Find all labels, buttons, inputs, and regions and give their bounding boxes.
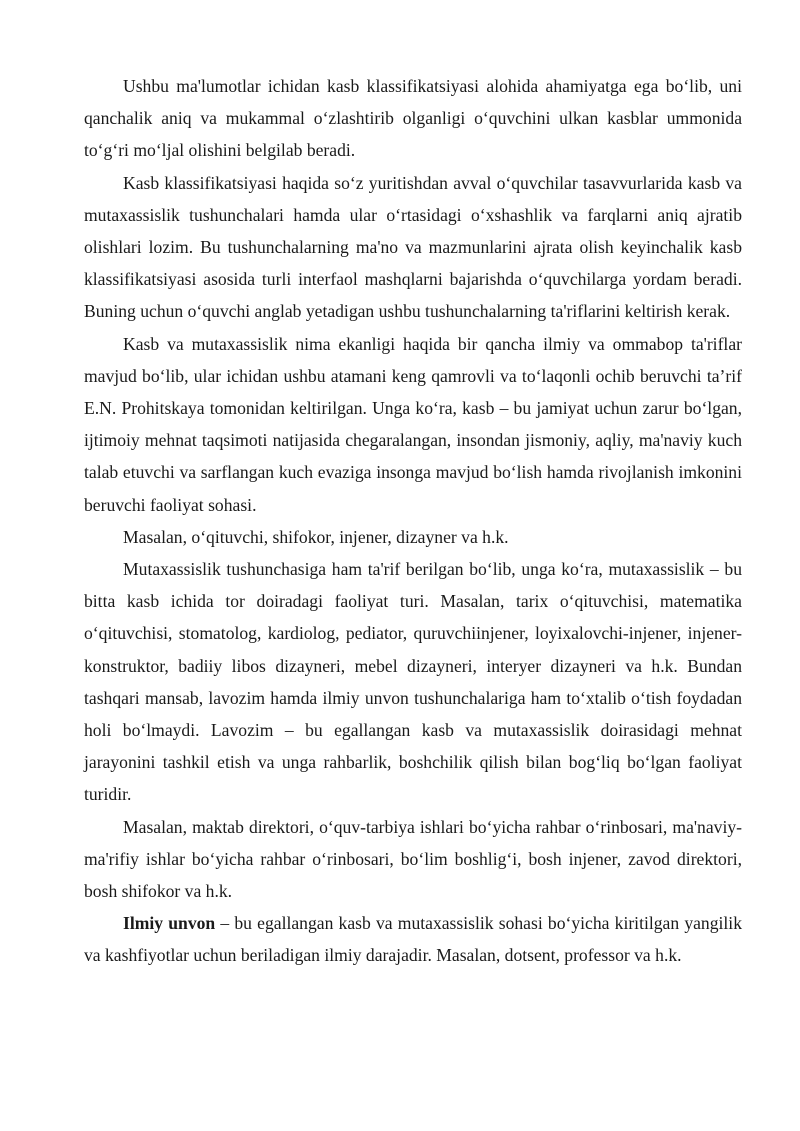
paragraph-kasb-misollari: Masalan, o‘qituvchi, shifokor, injener, dizayner va h.k. [123,526,509,547]
document-page [84,70,742,972]
paragraph-mutaxassislik-tarifi: Mutaxassislik tushunchasiga ham ta'rif berilgan bo‘lib, unga ko‘ra, mutaxassislik – bu bitta kasb ichida tor doiradagi faoliyat turi. Masalan, tarix o‘qituvchisi, matematika o‘qituvchisi, stomatolog, kardiolog, pediator, quruvchiinjener, loyixalovchi-injener, injener-konstruktor, badiiy libos dizayneri, mebel dizayneri, interyer dizayneri va h.k. Bundan tashqari mansab, lavozim hamda ilmiy unvon tushunchalariga ham to‘xtalib o‘tish foydadan holi bo‘lmaydi. Lavozim – bu egallangan kasb va mutaxassislik doirasidagi mehnat jarayonini tashkil etish va unga rahbarlik, boshchilik qilish bilan bog‘liq bo‘lgan faoliyat turidir. [84,559,742,805]
ilmiy-unvon-definition: – bu egallangan kasb va mutaxassislik sohasi bo‘yicha kiritilgan yangilik va kashfiyotlar uchun beriladigan ilmiy darajadir. Masalan, dotsent, professor va h.k. [84,913,742,966]
term-ilmiy-unvon: Ilmiy unvon [123,913,216,934]
paragraph-lavozim-misollari: Masalan, maktab direktori, o‘quv-tarbiya ishlari bo‘yicha rahbar o‘rinbosari, ma'naviy-ma'rifiy ishlar bo‘yicha rahbar o‘rinbosari, bo‘lim boshlig‘i, bosh injener, zavod direktori, bosh shifokor va h.k. [84,816,742,902]
paragraph-kasb-tarifi: Kasb va mutaxassislik nima ekanligi haqida bir qancha ilmiy va ommabop ta'riflar mavjud bo‘lib, ular ichidan ushbu atamani keng qamrovli va to‘laqonli ochib beruvchi ta’rif E.N. Prohitskaya tomonidan keltirilgan. Unga ko‘ra, kasb – bu jamiyat uchun zarur bo‘lgan, ijtimoiy mehnat taqsimoti natijasida chegaralangan, insondan jismoniy, aqliy, ma'naviy kuch talab etuvchi va sarflangan kuch evaziga insonga mavjud bo‘lish hamda rivojlanish imkonini beruvchi faoliyat sohasi. [84,333,742,515]
paragraph-ilmiy-unvon [84,907,742,971]
paragraph-tushunchalar: Kasb klassifikatsiyasi haqida so‘z yuritishdan avval o‘quvchilar tasavvurlarida kasb va mutaxassislik tushunchalari hamda ular o‘rtasidagi o‘xshashlik va farqlarni aniq ajratib olishlari lozim. Bu tushunchalarning ma'no va mazmunlarini ajrata olish keyinchalik kasb klassifikatsiyasi asosida turli interfaol mashqlarni bajarishda o‘quvchilarga yordam beradi. Buning uchun o‘quvchi anglab yetadigan ushbu tushunchalarning ta'riflarini keltirish kerak. [84,172,742,322]
paragraph-kasb-klassifikatsiyasi-ahamiyati: Ushbu ma'lumotlar ichidan kasb klassifikatsiyasi alohida ahamiyatga ega bo‘lib, uni qanchalik aniq va mukammal o‘zlashtirib olganligi o‘quvchini ulkan kasblar ummonida to‘g‘ri mo‘ljal olishini belgilab beradi. [84,76,742,161]
